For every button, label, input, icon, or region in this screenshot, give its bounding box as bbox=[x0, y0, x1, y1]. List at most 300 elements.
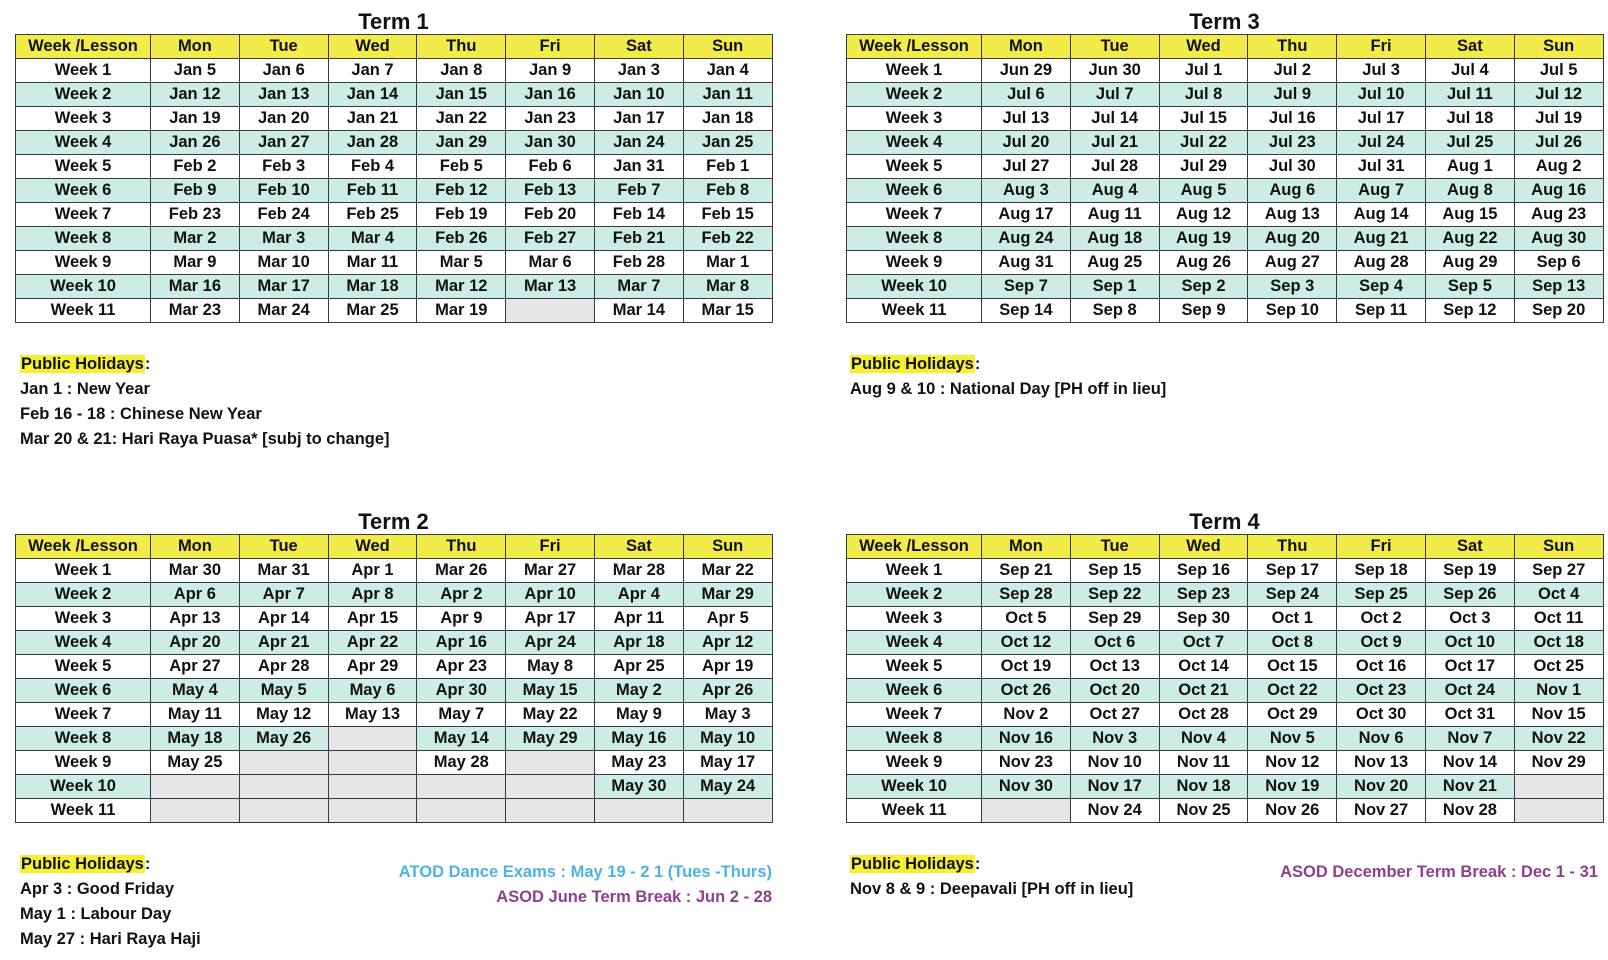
date-cell: Apr 15 bbox=[328, 607, 417, 631]
date-cell bbox=[151, 775, 240, 799]
week-label: Week 3 bbox=[16, 607, 151, 631]
date-cell: Oct 28 bbox=[1159, 703, 1248, 727]
table-row bbox=[847, 203, 1604, 227]
table-row bbox=[847, 179, 1604, 203]
week-label: Week 8 bbox=[847, 227, 982, 251]
week-label: Week 11 bbox=[16, 799, 151, 823]
date-cell: Mar 30 bbox=[151, 559, 240, 583]
date-cell: Jul 2 bbox=[1248, 59, 1337, 83]
term-1-section bbox=[15, 8, 773, 323]
date-cell: Mar 3 bbox=[239, 227, 328, 251]
week-label: Week 2 bbox=[16, 583, 151, 607]
date-cell: Mar 19 bbox=[417, 299, 506, 323]
date-cell: Oct 7 bbox=[1159, 631, 1248, 655]
column-header-sat: Sat bbox=[1425, 35, 1514, 59]
table-row bbox=[847, 83, 1604, 107]
column-header-thu: Thu bbox=[1248, 535, 1337, 559]
date-cell: Jan 31 bbox=[594, 155, 683, 179]
date-cell: Nov 1 bbox=[1514, 679, 1603, 703]
date-cell: Sep 22 bbox=[1070, 583, 1159, 607]
date-cell: Apr 21 bbox=[239, 631, 328, 655]
date-cell: Aug 12 bbox=[1159, 203, 1248, 227]
date-cell: Apr 12 bbox=[683, 631, 772, 655]
date-cell: Nov 3 bbox=[1070, 727, 1159, 751]
column-header-fri: Fri bbox=[506, 535, 595, 559]
date-cell: Nov 15 bbox=[1514, 703, 1603, 727]
date-cell: Aug 18 bbox=[1070, 227, 1159, 251]
atod-exams-note: ATOD Dance Exams : May 19 - 2 1 (Tues -Thurs) bbox=[398, 863, 772, 881]
holiday-item: May 1 : Labour Day bbox=[20, 905, 172, 923]
date-cell: Apr 20 bbox=[151, 631, 240, 655]
date-cell: Nov 12 bbox=[1248, 751, 1337, 775]
date-cell bbox=[506, 751, 595, 775]
date-cell: Sep 27 bbox=[1514, 559, 1603, 583]
date-cell: Mar 25 bbox=[328, 299, 417, 323]
date-cell: Aug 29 bbox=[1425, 251, 1514, 275]
date-cell: Mar 7 bbox=[594, 275, 683, 299]
date-cell: Nov 26 bbox=[1248, 799, 1337, 823]
date-cell: Oct 24 bbox=[1425, 679, 1514, 703]
date-cell: Jan 12 bbox=[151, 83, 240, 107]
week-label: Week 9 bbox=[16, 751, 151, 775]
date-cell bbox=[1514, 799, 1603, 823]
date-cell: Jul 6 bbox=[982, 83, 1071, 107]
table-row bbox=[847, 299, 1604, 323]
term-1-holidays bbox=[20, 352, 390, 452]
date-cell: Sep 18 bbox=[1337, 559, 1426, 583]
date-cell: Sep 7 bbox=[982, 275, 1071, 299]
week-label: Week 7 bbox=[16, 203, 151, 227]
date-cell: Jul 29 bbox=[1159, 155, 1248, 179]
date-cell: Sep 28 bbox=[982, 583, 1071, 607]
date-cell: Oct 19 bbox=[982, 655, 1071, 679]
date-cell: Oct 29 bbox=[1248, 703, 1337, 727]
date-cell bbox=[506, 799, 595, 823]
date-cell: Sep 4 bbox=[1337, 275, 1426, 299]
week-label: Week 2 bbox=[847, 583, 982, 607]
date-cell: Aug 13 bbox=[1248, 203, 1337, 227]
date-cell: Jan 28 bbox=[328, 131, 417, 155]
date-cell: May 25 bbox=[151, 751, 240, 775]
date-cell: Jan 6 bbox=[239, 59, 328, 83]
date-cell: Jul 27 bbox=[982, 155, 1071, 179]
holiday-item: Apr 3 : Good Friday bbox=[20, 880, 175, 898]
term-1-title: Term 1 bbox=[358, 9, 429, 34]
date-cell: May 28 bbox=[417, 751, 506, 775]
date-cell: Nov 7 bbox=[1425, 727, 1514, 751]
date-cell: Oct 6 bbox=[1070, 631, 1159, 655]
date-cell: Apr 9 bbox=[417, 607, 506, 631]
table-row bbox=[847, 251, 1604, 275]
date-cell: Sep 5 bbox=[1425, 275, 1514, 299]
date-cell: Jul 25 bbox=[1425, 131, 1514, 155]
table-row bbox=[847, 275, 1604, 299]
date-cell: Jul 15 bbox=[1159, 107, 1248, 131]
date-cell: May 30 bbox=[594, 775, 683, 799]
date-cell bbox=[982, 799, 1071, 823]
table-row bbox=[847, 631, 1604, 655]
date-cell: Nov 4 bbox=[1159, 727, 1248, 751]
date-cell: Sep 26 bbox=[1425, 583, 1514, 607]
date-cell: Apr 22 bbox=[328, 631, 417, 655]
week-label: Week 3 bbox=[16, 107, 151, 131]
term-2-table bbox=[15, 534, 773, 823]
week-label: Week 8 bbox=[847, 727, 982, 751]
table-row bbox=[847, 227, 1604, 251]
date-cell: Apr 13 bbox=[151, 607, 240, 631]
date-cell: Feb 27 bbox=[506, 227, 595, 251]
date-cell: Apr 25 bbox=[594, 655, 683, 679]
date-cell: Jul 4 bbox=[1425, 59, 1514, 83]
table-header-row bbox=[847, 35, 1604, 59]
date-cell: Jan 27 bbox=[239, 131, 328, 155]
date-cell: Apr 18 bbox=[594, 631, 683, 655]
date-cell: Aug 31 bbox=[982, 251, 1071, 275]
date-cell: Feb 22 bbox=[683, 227, 772, 251]
date-cell: Jul 22 bbox=[1159, 131, 1248, 155]
date-cell: Jan 5 bbox=[151, 59, 240, 83]
date-cell: Sep 9 bbox=[1159, 299, 1248, 323]
date-cell: Mar 2 bbox=[151, 227, 240, 251]
date-cell: Mar 29 bbox=[683, 583, 772, 607]
week-label: Week 2 bbox=[847, 83, 982, 107]
column-header-mon: Mon bbox=[982, 535, 1071, 559]
date-cell: Apr 14 bbox=[239, 607, 328, 631]
term-2-section bbox=[15, 508, 773, 823]
date-cell: Feb 15 bbox=[683, 203, 772, 227]
column-header-mon: Mon bbox=[151, 35, 240, 59]
date-cell: Sep 11 bbox=[1337, 299, 1426, 323]
june-term-break-note: ASOD June Term Break : Jun 2 - 28 bbox=[496, 888, 772, 906]
date-cell: Jan 21 bbox=[328, 107, 417, 131]
date-cell: Mar 1 bbox=[683, 251, 772, 275]
date-cell bbox=[151, 799, 240, 823]
date-cell: Jul 24 bbox=[1337, 131, 1426, 155]
date-cell: Jan 22 bbox=[417, 107, 506, 131]
date-cell: Sep 24 bbox=[1248, 583, 1337, 607]
date-cell: Apr 2 bbox=[417, 583, 506, 607]
date-cell: Feb 13 bbox=[506, 179, 595, 203]
date-cell: Oct 16 bbox=[1337, 655, 1426, 679]
date-cell: Mar 22 bbox=[683, 559, 772, 583]
date-cell: Apr 27 bbox=[151, 655, 240, 679]
date-cell: Oct 14 bbox=[1159, 655, 1248, 679]
date-cell: Mar 9 bbox=[151, 251, 240, 275]
table-row bbox=[16, 727, 773, 751]
date-cell: Nov 27 bbox=[1337, 799, 1426, 823]
date-cell: Jan 20 bbox=[239, 107, 328, 131]
date-cell: Jul 28 bbox=[1070, 155, 1159, 179]
date-cell: Feb 10 bbox=[239, 179, 328, 203]
date-cell: Oct 15 bbox=[1248, 655, 1337, 679]
week-label: Week 1 bbox=[16, 59, 151, 83]
date-cell: Jun 30 bbox=[1070, 59, 1159, 83]
table-header-row bbox=[847, 535, 1604, 559]
date-cell: Nov 28 bbox=[1425, 799, 1514, 823]
date-cell: Mar 24 bbox=[239, 299, 328, 323]
date-cell: May 13 bbox=[328, 703, 417, 727]
date-cell: Aug 15 bbox=[1425, 203, 1514, 227]
date-cell: Aug 14 bbox=[1337, 203, 1426, 227]
week-label: Week 3 bbox=[847, 607, 982, 631]
column-header-week: Week /Lesson bbox=[16, 35, 151, 59]
date-cell: Sep 12 bbox=[1425, 299, 1514, 323]
date-cell: Oct 20 bbox=[1070, 679, 1159, 703]
date-cell: Sep 10 bbox=[1248, 299, 1337, 323]
week-label: Week 6 bbox=[847, 179, 982, 203]
table-row bbox=[847, 727, 1604, 751]
date-cell: Nov 20 bbox=[1337, 775, 1426, 799]
column-header-sat: Sat bbox=[594, 535, 683, 559]
term-1-table bbox=[15, 34, 773, 323]
term-4-holidays bbox=[850, 852, 1133, 902]
date-cell: Aug 25 bbox=[1070, 251, 1159, 275]
table-row bbox=[16, 703, 773, 727]
table-row bbox=[16, 59, 773, 83]
date-cell: Jul 12 bbox=[1514, 83, 1603, 107]
date-cell: Aug 22 bbox=[1425, 227, 1514, 251]
date-cell: May 26 bbox=[239, 727, 328, 751]
date-cell: Feb 21 bbox=[594, 227, 683, 251]
table-row bbox=[16, 275, 773, 299]
date-cell: May 16 bbox=[594, 727, 683, 751]
date-cell: Nov 10 bbox=[1070, 751, 1159, 775]
date-cell: Jan 16 bbox=[506, 83, 595, 107]
term-2-title: Term 2 bbox=[358, 509, 429, 534]
date-cell bbox=[594, 799, 683, 823]
date-cell: Oct 5 bbox=[982, 607, 1071, 631]
date-cell: Nov 21 bbox=[1425, 775, 1514, 799]
date-cell: Feb 19 bbox=[417, 203, 506, 227]
term-4-title: Term 4 bbox=[1189, 509, 1260, 534]
date-cell bbox=[683, 799, 772, 823]
date-cell: Jul 16 bbox=[1248, 107, 1337, 131]
date-cell: May 4 bbox=[151, 679, 240, 703]
date-cell: Nov 29 bbox=[1514, 751, 1603, 775]
date-cell: Sep 30 bbox=[1159, 607, 1248, 631]
date-cell: Feb 8 bbox=[683, 179, 772, 203]
date-cell: Jan 26 bbox=[151, 131, 240, 155]
date-cell: Oct 10 bbox=[1425, 631, 1514, 655]
term-3-holidays bbox=[850, 352, 1166, 402]
week-label: Week 8 bbox=[16, 227, 151, 251]
date-cell: Nov 23 bbox=[982, 751, 1071, 775]
date-cell bbox=[506, 775, 595, 799]
week-label: Week 2 bbox=[16, 83, 151, 107]
week-label: Week 7 bbox=[847, 703, 982, 727]
date-cell: Jul 3 bbox=[1337, 59, 1426, 83]
date-cell: Nov 18 bbox=[1159, 775, 1248, 799]
date-cell: Aug 27 bbox=[1248, 251, 1337, 275]
week-label: Week 4 bbox=[847, 631, 982, 655]
date-cell: Jul 26 bbox=[1514, 131, 1603, 155]
date-cell: Sep 3 bbox=[1248, 275, 1337, 299]
week-label: Week 11 bbox=[847, 799, 982, 823]
column-header-sun: Sun bbox=[1514, 35, 1603, 59]
table-row bbox=[847, 679, 1604, 703]
date-cell: Jan 25 bbox=[683, 131, 772, 155]
date-cell: Sep 2 bbox=[1159, 275, 1248, 299]
date-cell: Mar 26 bbox=[417, 559, 506, 583]
week-label: Week 9 bbox=[16, 251, 151, 275]
table-row bbox=[847, 107, 1604, 131]
date-cell: Aug 5 bbox=[1159, 179, 1248, 203]
week-label: Week 5 bbox=[847, 155, 982, 179]
date-cell: Nov 14 bbox=[1425, 751, 1514, 775]
date-cell: Jul 10 bbox=[1337, 83, 1426, 107]
date-cell: Apr 8 bbox=[328, 583, 417, 607]
week-label: Week 5 bbox=[16, 655, 151, 679]
date-cell bbox=[506, 299, 595, 323]
table-row bbox=[847, 607, 1604, 631]
date-cell: Oct 8 bbox=[1248, 631, 1337, 655]
column-header-tue: Tue bbox=[1070, 535, 1159, 559]
date-cell: Jul 8 bbox=[1159, 83, 1248, 107]
column-header-wed: Wed bbox=[1159, 35, 1248, 59]
date-cell: Mar 6 bbox=[506, 251, 595, 275]
column-header-sun: Sun bbox=[683, 535, 772, 559]
table-row bbox=[16, 751, 773, 775]
date-cell: Oct 27 bbox=[1070, 703, 1159, 727]
date-cell: Oct 2 bbox=[1337, 607, 1426, 631]
date-cell: Jan 15 bbox=[417, 83, 506, 107]
date-cell: Oct 25 bbox=[1514, 655, 1603, 679]
date-cell: Aug 4 bbox=[1070, 179, 1159, 203]
date-cell: Jul 21 bbox=[1070, 131, 1159, 155]
date-cell: Jul 17 bbox=[1337, 107, 1426, 131]
table-row bbox=[16, 775, 773, 799]
date-cell: May 15 bbox=[506, 679, 595, 703]
column-header-wed: Wed bbox=[1159, 535, 1248, 559]
table-header-row bbox=[16, 535, 773, 559]
date-cell: Jul 19 bbox=[1514, 107, 1603, 131]
date-cell: May 5 bbox=[239, 679, 328, 703]
table-row bbox=[847, 655, 1604, 679]
table-row bbox=[847, 751, 1604, 775]
holiday-item: May 27 : Hari Raya Haji bbox=[20, 930, 201, 948]
week-label: Week 11 bbox=[847, 299, 982, 323]
date-cell: Sep 17 bbox=[1248, 559, 1337, 583]
date-cell: Jul 31 bbox=[1337, 155, 1426, 179]
table-row bbox=[847, 559, 1604, 583]
date-cell: Oct 3 bbox=[1425, 607, 1514, 631]
term-3-section bbox=[846, 8, 1604, 323]
table-row bbox=[16, 203, 773, 227]
date-cell: May 8 bbox=[506, 655, 595, 679]
table-row bbox=[16, 251, 773, 275]
date-cell: Mar 31 bbox=[239, 559, 328, 583]
date-cell bbox=[1514, 775, 1603, 799]
table-row bbox=[16, 583, 773, 607]
table-row bbox=[847, 59, 1604, 83]
date-cell: Mar 17 bbox=[239, 275, 328, 299]
date-cell: Jun 29 bbox=[982, 59, 1071, 83]
table-row bbox=[847, 703, 1604, 727]
date-cell: Jul 18 bbox=[1425, 107, 1514, 131]
date-cell: Feb 20 bbox=[506, 203, 595, 227]
december-term-break-note: ASOD December Term Break : Dec 1 - 31 bbox=[1280, 863, 1598, 881]
date-cell: Jul 14 bbox=[1070, 107, 1159, 131]
date-cell: Nov 2 bbox=[982, 703, 1071, 727]
date-cell: Sep 25 bbox=[1337, 583, 1426, 607]
table-row bbox=[16, 227, 773, 251]
date-cell: Sep 1 bbox=[1070, 275, 1159, 299]
date-cell: Mar 13 bbox=[506, 275, 595, 299]
date-cell: May 10 bbox=[683, 727, 772, 751]
holidays-heading: Public Holidays: bbox=[21, 355, 151, 373]
column-header-fri: Fri bbox=[506, 35, 595, 59]
date-cell: Sep 8 bbox=[1070, 299, 1159, 323]
date-cell: Aug 26 bbox=[1159, 251, 1248, 275]
table-row bbox=[847, 799, 1604, 823]
date-cell: Jan 11 bbox=[683, 83, 772, 107]
date-cell: Aug 8 bbox=[1425, 179, 1514, 203]
week-label: Week 10 bbox=[847, 275, 982, 299]
date-cell: Oct 30 bbox=[1337, 703, 1426, 727]
date-cell: Feb 4 bbox=[328, 155, 417, 179]
date-cell: Jul 7 bbox=[1070, 83, 1159, 107]
date-cell: Feb 3 bbox=[239, 155, 328, 179]
date-cell: Mar 11 bbox=[328, 251, 417, 275]
date-cell: Apr 10 bbox=[506, 583, 595, 607]
date-cell: Apr 17 bbox=[506, 607, 595, 631]
column-header-sun: Sun bbox=[683, 35, 772, 59]
date-cell: Apr 19 bbox=[683, 655, 772, 679]
date-cell: Aug 30 bbox=[1514, 227, 1603, 251]
week-label: Week 3 bbox=[847, 107, 982, 131]
term-3-title: Term 3 bbox=[1189, 9, 1260, 34]
date-cell: May 29 bbox=[506, 727, 595, 751]
table-row bbox=[16, 559, 773, 583]
date-cell: Sep 15 bbox=[1070, 559, 1159, 583]
column-header-tue: Tue bbox=[239, 535, 328, 559]
date-cell: Jul 1 bbox=[1159, 59, 1248, 83]
date-cell: May 14 bbox=[417, 727, 506, 751]
date-cell: Aug 24 bbox=[982, 227, 1071, 251]
holiday-item: Aug 9 & 10 : National Day [PH off in lieu] bbox=[850, 380, 1167, 398]
week-label: Week 1 bbox=[847, 559, 982, 583]
date-cell: Nov 24 bbox=[1070, 799, 1159, 823]
date-cell: Aug 1 bbox=[1425, 155, 1514, 179]
term-4-section bbox=[846, 508, 1604, 823]
term-3-table bbox=[846, 34, 1604, 323]
date-cell: Jan 29 bbox=[417, 131, 506, 155]
holiday-item: Mar 20 & 21: Hari Raya Puasa* [subj to change] bbox=[20, 430, 390, 448]
column-header-fri: Fri bbox=[1337, 535, 1426, 559]
date-cell: Jan 24 bbox=[594, 131, 683, 155]
date-cell: Jul 30 bbox=[1248, 155, 1337, 179]
date-cell: Jul 9 bbox=[1248, 83, 1337, 107]
date-cell: Sep 14 bbox=[982, 299, 1071, 323]
date-cell: Mar 4 bbox=[328, 227, 417, 251]
column-header-mon: Mon bbox=[151, 535, 240, 559]
table-row bbox=[16, 607, 773, 631]
week-label: Week 6 bbox=[16, 679, 151, 703]
date-cell: Apr 30 bbox=[417, 679, 506, 703]
date-cell: Jan 18 bbox=[683, 107, 772, 131]
column-header-sat: Sat bbox=[594, 35, 683, 59]
date-cell: May 3 bbox=[683, 703, 772, 727]
date-cell: May 2 bbox=[594, 679, 683, 703]
column-header-tue: Tue bbox=[1070, 35, 1159, 59]
date-cell: Mar 27 bbox=[506, 559, 595, 583]
date-cell: May 17 bbox=[683, 751, 772, 775]
date-cell: Sep 20 bbox=[1514, 299, 1603, 323]
week-label: Week 1 bbox=[847, 59, 982, 83]
holiday-item: Jan 1 : New Year bbox=[20, 380, 150, 398]
date-cell: Jan 10 bbox=[594, 83, 683, 107]
table-row bbox=[16, 107, 773, 131]
